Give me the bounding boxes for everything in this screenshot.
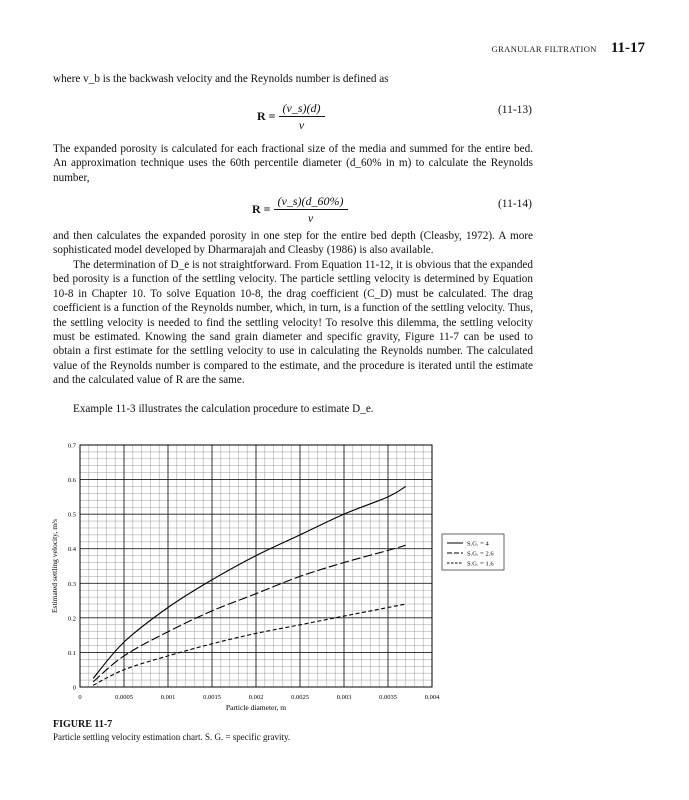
y-tick-label: 0: [72, 684, 76, 692]
running-head: [492, 40, 645, 57]
equation-11-13: [257, 101, 325, 133]
page-number: 11-17: [610, 40, 645, 56]
x-tick-label: 0.0005: [115, 694, 133, 701]
y-tick-labels: [68, 443, 77, 692]
figure-label: FIGURE 11-7: [53, 719, 113, 730]
equation-lhs: R =: [252, 201, 271, 216]
x-tick-label: 0.002: [248, 694, 264, 701]
paragraph-2: [53, 142, 533, 185]
y-tick-label: 0.1: [67, 649, 76, 657]
paragraph-1: [53, 72, 533, 86]
y-axis-label: Estimated settling velocity, m/s: [50, 518, 59, 614]
legend-label: S.G. = 4: [467, 540, 489, 548]
section-title: GRANULAR FILTRATION: [491, 44, 597, 54]
x-axis-label: Particle diameter, m: [225, 703, 287, 712]
paragraph-5-text: Example 11-3 illustrates the calculation procedure to estimate D_e.: [73, 403, 374, 415]
legend-label: S.G. = 2.6: [467, 550, 494, 558]
paragraph-3: [53, 229, 533, 258]
equation-fraction: [279, 101, 325, 133]
y-tick-label: 0.2: [67, 615, 76, 623]
paragraph-5: [53, 402, 533, 416]
equation-lhs: R =: [257, 108, 276, 123]
x-tick-label: 0.004: [424, 694, 440, 701]
legend: [442, 534, 504, 570]
series-group: [93, 487, 405, 686]
paragraph-4: [53, 258, 533, 388]
x-tick-label: 0.003: [336, 694, 352, 701]
y-tick-label: 0.5: [67, 511, 76, 519]
x-tick-label: 0: [78, 694, 82, 701]
equation-denominator: ν: [298, 118, 305, 132]
x-tick-label: 0.0035: [379, 694, 397, 701]
legend-label: S.G. = 1.6: [467, 560, 494, 568]
x-tick-label: 0.0025: [291, 694, 309, 701]
settling-velocity-chart: [40, 430, 580, 720]
equation-number: (11-13): [497, 104, 532, 116]
equation-fraction: [274, 194, 348, 226]
y-tick-label: 0.4: [67, 546, 76, 554]
equation-number: (11-14): [497, 198, 532, 210]
x-tick-label: 0.001: [160, 694, 176, 701]
equation-denominator: ν: [307, 211, 314, 225]
paragraph-2-text: The expanded porosity is calculated for each fractional size of the media and summed for the entire bed. An approximation technique uses the 60th percentile diameter (d_60% in m) to calculate the Reynolds number,: [53, 143, 533, 184]
series-line-solid: [93, 487, 405, 679]
y-tick-label: 0.6: [67, 477, 76, 485]
paragraph-3-text: and then calculates the expanded porosity in one step for the entire bed depth (Cleasby, 1972). A more sophisticated model developed by Dharmarajah and Cleasby (1986) is also available.: [53, 230, 533, 257]
equation-11-14: [252, 194, 348, 226]
equation-numerator: (v_s)(d): [279, 101, 325, 117]
x-tick-label: 0.0015: [203, 694, 221, 701]
paragraph-1-text: where v_b is the backwash velocity and the Reynolds number is defined as: [53, 73, 389, 85]
figure-caption: Particle settling velocity estimation chart. S. G. = specific gravity.: [53, 732, 291, 742]
x-tick-labels: [78, 694, 440, 701]
y-tick-label: 0.3: [67, 580, 76, 588]
equation-numerator: (v_s)(d_60%): [274, 194, 348, 210]
paragraph-4-text: The determination of D_e is not straightforward. From Equation 11-12, it is obvious that the expanded bed porosity is a function of the settling velocity. The particle settling velocity is determined by Equation 10-8 in Chapter 10. To solve Equation 10-8, the drag coefficient (C_D) must be calculated. The drag coefficient is a function of the Reynolds number, which, in turn, is a function of the settling velocity. Thus, the settling velocity is needed to find the settling velocity! To resolve this dilemma, the settling velocity must be estimated. Knowing the sand grain diameter and specific gravity, Figure 11-7 can be used to obtain a first estimate for the settling velocity to use in calculating the Reynolds number. The calculated value of the Reynolds number is compared to the estimate, and the procedure is iterated until the estimate and the calculated value of R are the same.: [53, 259, 533, 387]
y-tick-label: 0.7: [67, 442, 76, 450]
